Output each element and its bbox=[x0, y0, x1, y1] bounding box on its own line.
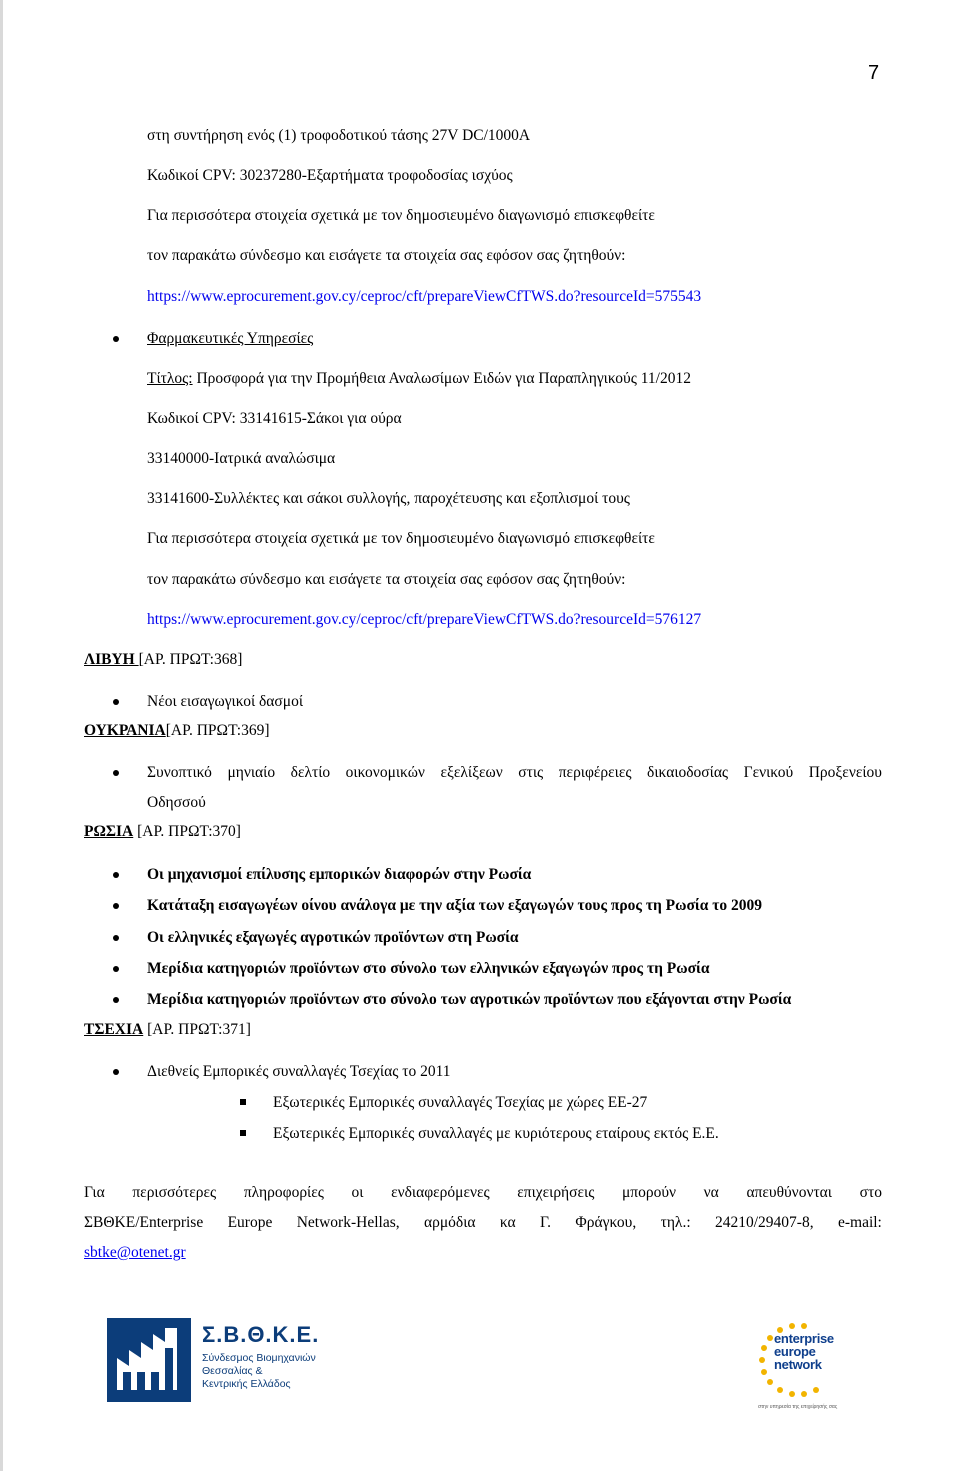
protocol-ref: [ΑΡ. ΠΡΩΤ:369] bbox=[165, 722, 270, 739]
factory-icon bbox=[107, 1318, 191, 1402]
title-text: Προσφορά για την Προμήθεια Αναλωσίμων Ειδών για Παραπληγικούς 11/2012 bbox=[192, 370, 691, 387]
email-link[interactable] bbox=[84, 1243, 186, 1263]
word: απευθύνονται bbox=[746, 1184, 832, 1201]
sbeke-subtitle-line: Θεσσαλίας & bbox=[202, 1365, 263, 1377]
word: μηνιαίο bbox=[227, 764, 276, 781]
word: οικονομικών bbox=[345, 764, 425, 781]
country-name: ΤΣΕΧΙΑ bbox=[84, 1021, 144, 1038]
bullet-icon bbox=[113, 966, 119, 972]
word: περισσότερες bbox=[132, 1184, 217, 1201]
text-line: 33140000-Ιατρικά αναλώσιμα bbox=[147, 450, 336, 467]
sbeke-subtitle-line: Κεντρικής Ελλάδος bbox=[202, 1378, 291, 1390]
word: στις bbox=[518, 764, 544, 781]
country-heading-ukraine bbox=[84, 721, 270, 741]
word: Γενικού bbox=[743, 764, 794, 781]
report-item: Νέοι εισαγωγικοί δασμοί bbox=[147, 693, 303, 710]
tender-link-text[interactable]: https://www.eprocurement.gov.cy/ceproc/cft/prepareViewCfTWS.do?resourceId=575543 bbox=[147, 288, 702, 305]
word: πληροφορίες bbox=[243, 1184, 324, 1201]
word: μπορούν bbox=[621, 1184, 677, 1201]
word: εξελίξεων bbox=[440, 764, 503, 781]
word: 24210/29407-8, bbox=[715, 1214, 814, 1231]
tender-link[interactable] bbox=[147, 287, 701, 307]
title-label: Τίτλος: bbox=[147, 370, 193, 387]
square-bullet-icon bbox=[240, 1130, 246, 1136]
report-item: Μερίδια κατηγοριών προϊόντων στο σύνολο των αγροτικών προϊόντων που εξάγονται στην Ρωσία bbox=[147, 991, 792, 1008]
country-name: ΟΥΚΡΑΝΙΑ bbox=[84, 722, 166, 739]
country-heading-czech bbox=[84, 1020, 251, 1040]
word: Europe bbox=[227, 1214, 273, 1231]
word: δελτίο bbox=[290, 764, 331, 781]
report-item: Μερίδια κατηγοριών προϊόντων στο σύνολο των ελληνικών εξαγωγών προς τη Ρωσία bbox=[147, 960, 710, 977]
page-number: 7 bbox=[868, 62, 880, 84]
contact-paragraph-line1 bbox=[84, 1183, 882, 1203]
een-wordmark bbox=[774, 1332, 834, 1371]
text-line: 33141600-Συλλέκτες και σάκοι συλλογής, παροχέτευσης και εξοπλισμοί τους bbox=[147, 490, 630, 507]
email-link-text[interactable]: sbtke@otenet.gr bbox=[84, 1244, 186, 1261]
report-item-continued: Οδησσού bbox=[147, 794, 206, 811]
title-line bbox=[147, 369, 691, 389]
sbeke-subtitle-line: Σύνδεσμος Βιομηχανιών bbox=[202, 1352, 316, 1364]
een-logo bbox=[748, 1318, 848, 1410]
bullet-icon bbox=[113, 872, 119, 878]
word: Φράγκου, bbox=[575, 1214, 637, 1231]
word: ενδιαφερόμενες bbox=[391, 1184, 490, 1201]
word: δικαιοδοσίας bbox=[647, 764, 729, 781]
text-line: στη συντήρηση ενός (1) τροφοδοτικού τάσης 27V DC/1000A bbox=[147, 127, 531, 144]
text-line: τον παρακάτω σύνδεσμο και εισάγετε τα στοιχεία σας εφόσον σας ζητηθούν: bbox=[147, 571, 626, 588]
word: Για bbox=[84, 1184, 105, 1201]
word: περιφέρειες bbox=[558, 764, 632, 781]
country-name: ΡΩΣΙΑ bbox=[84, 823, 134, 840]
een-wordmark-line: network bbox=[774, 1357, 822, 1372]
protocol-ref: [ΑΡ. ΠΡΩΤ:371] bbox=[143, 1021, 251, 1038]
report-subitem: Εξωτερικές Εμπορικές συναλλαγές με κυριότερους εταίρους εκτός Ε.Ε. bbox=[273, 1125, 719, 1142]
word: Network-Hellas, bbox=[296, 1214, 400, 1231]
een-wordmark-line: enterprise bbox=[774, 1331, 834, 1346]
text-line: Κωδικοί CPV: 30237280-Εξαρτήματα τροφοδοσίας ισχύος bbox=[147, 167, 513, 184]
een-wordmark-line: europe bbox=[774, 1344, 816, 1359]
word: τηλ.: bbox=[660, 1214, 691, 1231]
bullet-icon bbox=[113, 935, 119, 941]
word: αρμόδια bbox=[423, 1214, 476, 1231]
tender-link[interactable] bbox=[147, 610, 701, 630]
section-heading: Φαρμακευτικές Υπηρεσίες bbox=[147, 330, 314, 347]
country-heading-libya bbox=[84, 650, 242, 670]
report-item bbox=[147, 763, 882, 783]
word: ΣΒΘΚΕ/Enterprise bbox=[84, 1214, 204, 1231]
bullet-icon bbox=[113, 903, 119, 909]
sbeke-title: Σ.Β.Θ.Κ.Ε. bbox=[202, 1322, 320, 1347]
text-line: τον παρακάτω σύνδεσμο και εισάγετε τα στοιχεία σας εφόσον σας ζητηθούν: bbox=[147, 247, 626, 264]
protocol-ref: [ΑΡ. ΠΡΩΤ:368] bbox=[138, 651, 243, 668]
protocol-ref: [ΑΡ. ΠΡΩΤ:370] bbox=[133, 823, 241, 840]
sbeke-subtitle bbox=[202, 1352, 316, 1391]
square-bullet-icon bbox=[240, 1099, 246, 1105]
bullet-icon bbox=[113, 770, 119, 776]
word: κα bbox=[499, 1214, 516, 1231]
country-heading-russia bbox=[84, 822, 241, 842]
tender-link-text[interactable]: https://www.eprocurement.gov.cy/ceproc/cft/prepareViewCfTWS.do?resourceId=576127 bbox=[147, 611, 702, 628]
text-line: Κωδικοί CPV: 33141615-Σάκοι για ούρα bbox=[147, 410, 402, 427]
word: Προξενείου bbox=[808, 764, 882, 781]
word: οι bbox=[351, 1184, 364, 1201]
word: στο bbox=[859, 1184, 882, 1201]
bullet-icon bbox=[113, 336, 119, 342]
report-subitem: Εξωτερικές Εμπορικές συναλλαγές Τσεχίας με χώρες ΕΕ-27 bbox=[273, 1094, 648, 1111]
report-item: Κατάταξη εισαγωγέων οίνου ανάλογα με την αξία των εξαγωγών τους προς τη Ρωσία το 2009 bbox=[147, 897, 762, 914]
country-name: ΛΙΒΥΗ bbox=[84, 651, 139, 668]
bullet-icon bbox=[113, 699, 119, 705]
contact-paragraph-line2 bbox=[84, 1213, 882, 1233]
bullet-icon bbox=[113, 1069, 119, 1075]
word: e-mail: bbox=[837, 1214, 882, 1231]
word: Γ. bbox=[540, 1214, 552, 1231]
page-edge bbox=[0, 0, 3, 1471]
text-line: Για περισσότερα στοιχεία σχετικά με τον δημοσιευμένο διαγωνισμό επισκεφθείτε bbox=[147, 530, 655, 547]
word: να bbox=[703, 1184, 719, 1201]
bullet-icon bbox=[113, 997, 119, 1003]
word: επιχειρήσεις bbox=[517, 1184, 595, 1201]
een-tagline: στην υπηρεσία της επιχείρησής σας bbox=[758, 1404, 838, 1410]
report-item: Οι ελληνικές εξαγωγές αγροτικών προϊόντων στη Ρωσία bbox=[147, 929, 519, 946]
text-line: Για περισσότερα στοιχεία σχετικά με τον δημοσιευμένο διαγωνισμό επισκεφθείτε bbox=[147, 207, 655, 224]
report-item: Διεθνείς Εμπορικές συναλλαγές Τσεχίας το 2011 bbox=[147, 1063, 451, 1080]
word: Συνοπτικό bbox=[147, 764, 212, 781]
sbeke-logo bbox=[107, 1318, 320, 1402]
report-item: Οι μηχανισμοί επίλυσης εμπορικών διαφορών στην Ρωσία bbox=[147, 866, 532, 883]
